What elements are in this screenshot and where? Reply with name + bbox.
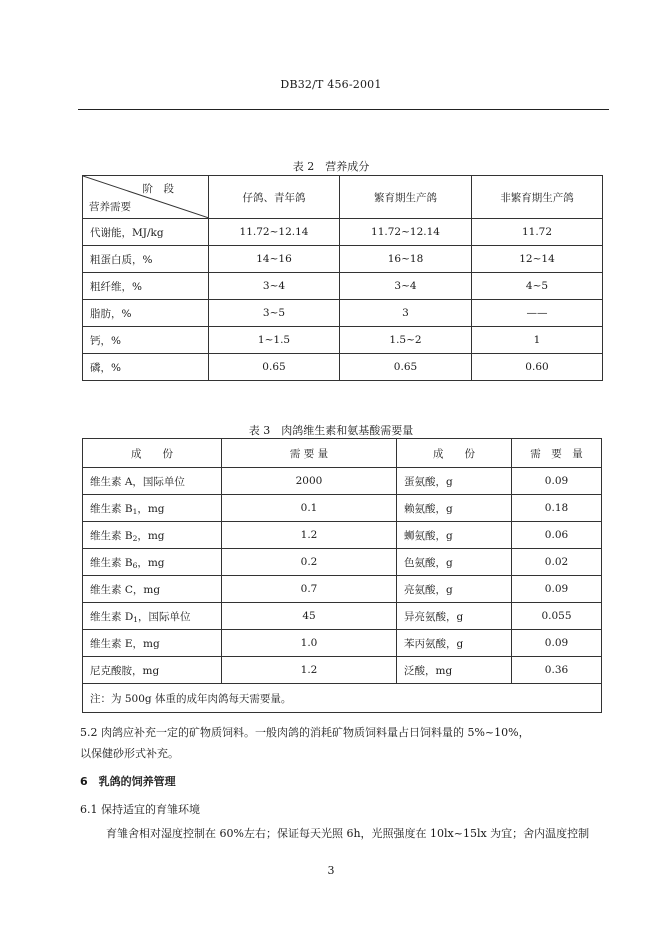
table-row [83, 468, 602, 495]
requirement-value: 0.1 [222, 495, 397, 522]
table3-col-header: 需 要 量 [512, 439, 602, 468]
table2-caption: 表 2 营养成分 [292, 160, 370, 173]
row-label: 代谢能，MJ/kg [83, 219, 209, 246]
amino-acid-name: 异亮氨酸，g [397, 603, 512, 630]
cell-value: 1 [472, 327, 603, 354]
cell-value: 0.65 [340, 354, 472, 381]
cell-value: —— [472, 300, 603, 327]
amino-acid-name: 亮氨酸，g [397, 576, 512, 603]
cell-value: 11.72~12.14 [209, 219, 340, 246]
nutrition-table [82, 175, 603, 381]
table-row [83, 522, 602, 549]
requirement-value: 45 [222, 603, 397, 630]
header-rule [78, 109, 609, 110]
component-name: 维生素 $D_1$，国际单位 [83, 603, 222, 630]
requirement-value: 0.06 [512, 522, 602, 549]
requirement-value: 0.02 [512, 549, 602, 576]
table2-col-header: 繁育期生产鸽 [340, 176, 472, 219]
row-label: 磷，% [83, 354, 209, 381]
cell-value: 11.72 [472, 219, 603, 246]
requirement-value: 0.36 [512, 657, 602, 684]
amino-acid-name: 泛酸，mg [397, 657, 512, 684]
cell-value: 12~14 [472, 246, 603, 273]
row-label: 粗蛋白质，% [83, 246, 209, 273]
cell-value: 1~1.5 [209, 327, 340, 354]
component-name: 维生素 $B_1$，mg [83, 495, 222, 522]
cell-value: 0.60 [472, 354, 603, 381]
requirement-value: 0.2 [222, 549, 397, 576]
subsection-heading-6-1: 6.1 保持适宜的育雏环境 [80, 803, 200, 816]
requirement-value: 0.7 [222, 576, 397, 603]
corner-label-stage: 阶 段 [142, 183, 174, 195]
table3-note: 注：为 500g 体重的成年肉鸽每天需要量。 [83, 684, 602, 713]
table2-col-header: 仔鸽、青年鸽 [209, 176, 340, 219]
table-row [83, 300, 603, 327]
component-name: 维生素 $B_6$，mg [83, 549, 222, 576]
amino-acid-name: 蛋氨酸，g [397, 468, 512, 495]
table2-col-header: 非繁育期生产鸽 [472, 176, 603, 219]
cell-value: 3~4 [340, 273, 472, 300]
requirement-value: 1.2 [222, 522, 397, 549]
corner-label-nutrition: 营养需要 [89, 201, 131, 213]
row-label: 钙，% [83, 327, 209, 354]
cell-value: 14~16 [209, 246, 340, 273]
requirement-value: 0.055 [512, 603, 602, 630]
cell-value: 4~5 [472, 273, 603, 300]
table-row [83, 246, 603, 273]
cell-value: 3~4 [209, 273, 340, 300]
table-row [83, 495, 602, 522]
requirement-value: 0.18 [512, 495, 602, 522]
table-row [83, 549, 602, 576]
component-name: 尼克酸胺，mg [83, 657, 222, 684]
requirement-value: 0.09 [512, 468, 602, 495]
requirement-value: 1.0 [222, 630, 397, 657]
cell-value: 3~5 [209, 300, 340, 327]
table-row [83, 657, 602, 684]
table-row [83, 576, 602, 603]
table3-col-header: 成 份 [83, 439, 222, 468]
table3-col-header: 需 要 量 [222, 439, 397, 468]
table2-corner-cell [83, 176, 209, 219]
requirement-value: 0.09 [512, 576, 602, 603]
requirement-value: 1.2 [222, 657, 397, 684]
table3-caption: 表 3 肉鸽维生素和氨基酸需要量 [248, 424, 414, 437]
section-heading-6: 6 乳鸽的饲养管理 [80, 775, 176, 788]
document-code: DB32/T 456-2001 [280, 78, 382, 91]
table-row [83, 219, 603, 246]
cell-value: 11.72~12.14 [340, 219, 472, 246]
cell-value: 16~18 [340, 246, 472, 273]
cell-value: 0.65 [209, 354, 340, 381]
amino-acid-name: 色氨酸，g [397, 549, 512, 576]
paragraph-5-2-line-1: 5.2 肉鸽应补充一定的矿物质饲料。一般肉鸽的消耗矿物质饲料量占日饲料量的 5%~10%， [80, 726, 530, 739]
table-row [83, 603, 602, 630]
component-name: 维生素 E，mg [83, 630, 222, 657]
cell-value: 1.5~2 [340, 327, 472, 354]
table-row [83, 354, 603, 381]
table3-col-header: 成 份 [397, 439, 512, 468]
table-row [83, 327, 603, 354]
row-label: 脂肪，% [83, 300, 209, 327]
table-row [83, 630, 602, 657]
row-label: 粗纤维，% [83, 273, 209, 300]
paragraph-6-1: 育雏舍相对湿度控制在 60%左右；保证每天光照 6h，光照强度在 10lx~15lx 为宜；舍内温度控制 [106, 827, 590, 840]
amino-acid-name: 赖氨酸，g [397, 495, 512, 522]
component-name: 维生素 $B_2$，mg [83, 522, 222, 549]
table-row [83, 273, 603, 300]
requirement-value: 0.09 [512, 630, 602, 657]
page-number: 3 [327, 864, 335, 877]
requirement-value: 2000 [222, 468, 397, 495]
paragraph-5-2-line-2: 以保健砂形式补充。 [80, 747, 179, 760]
cell-value: 3 [340, 300, 472, 327]
vitamin-amino-acid-table [82, 438, 602, 713]
amino-acid-name: 蛳氨酸，g [397, 522, 512, 549]
component-name: 维生素 C，mg [83, 576, 222, 603]
component-name: 维生素 A，国际单位 [83, 468, 222, 495]
amino-acid-name: 苯丙氨酸，g [397, 630, 512, 657]
